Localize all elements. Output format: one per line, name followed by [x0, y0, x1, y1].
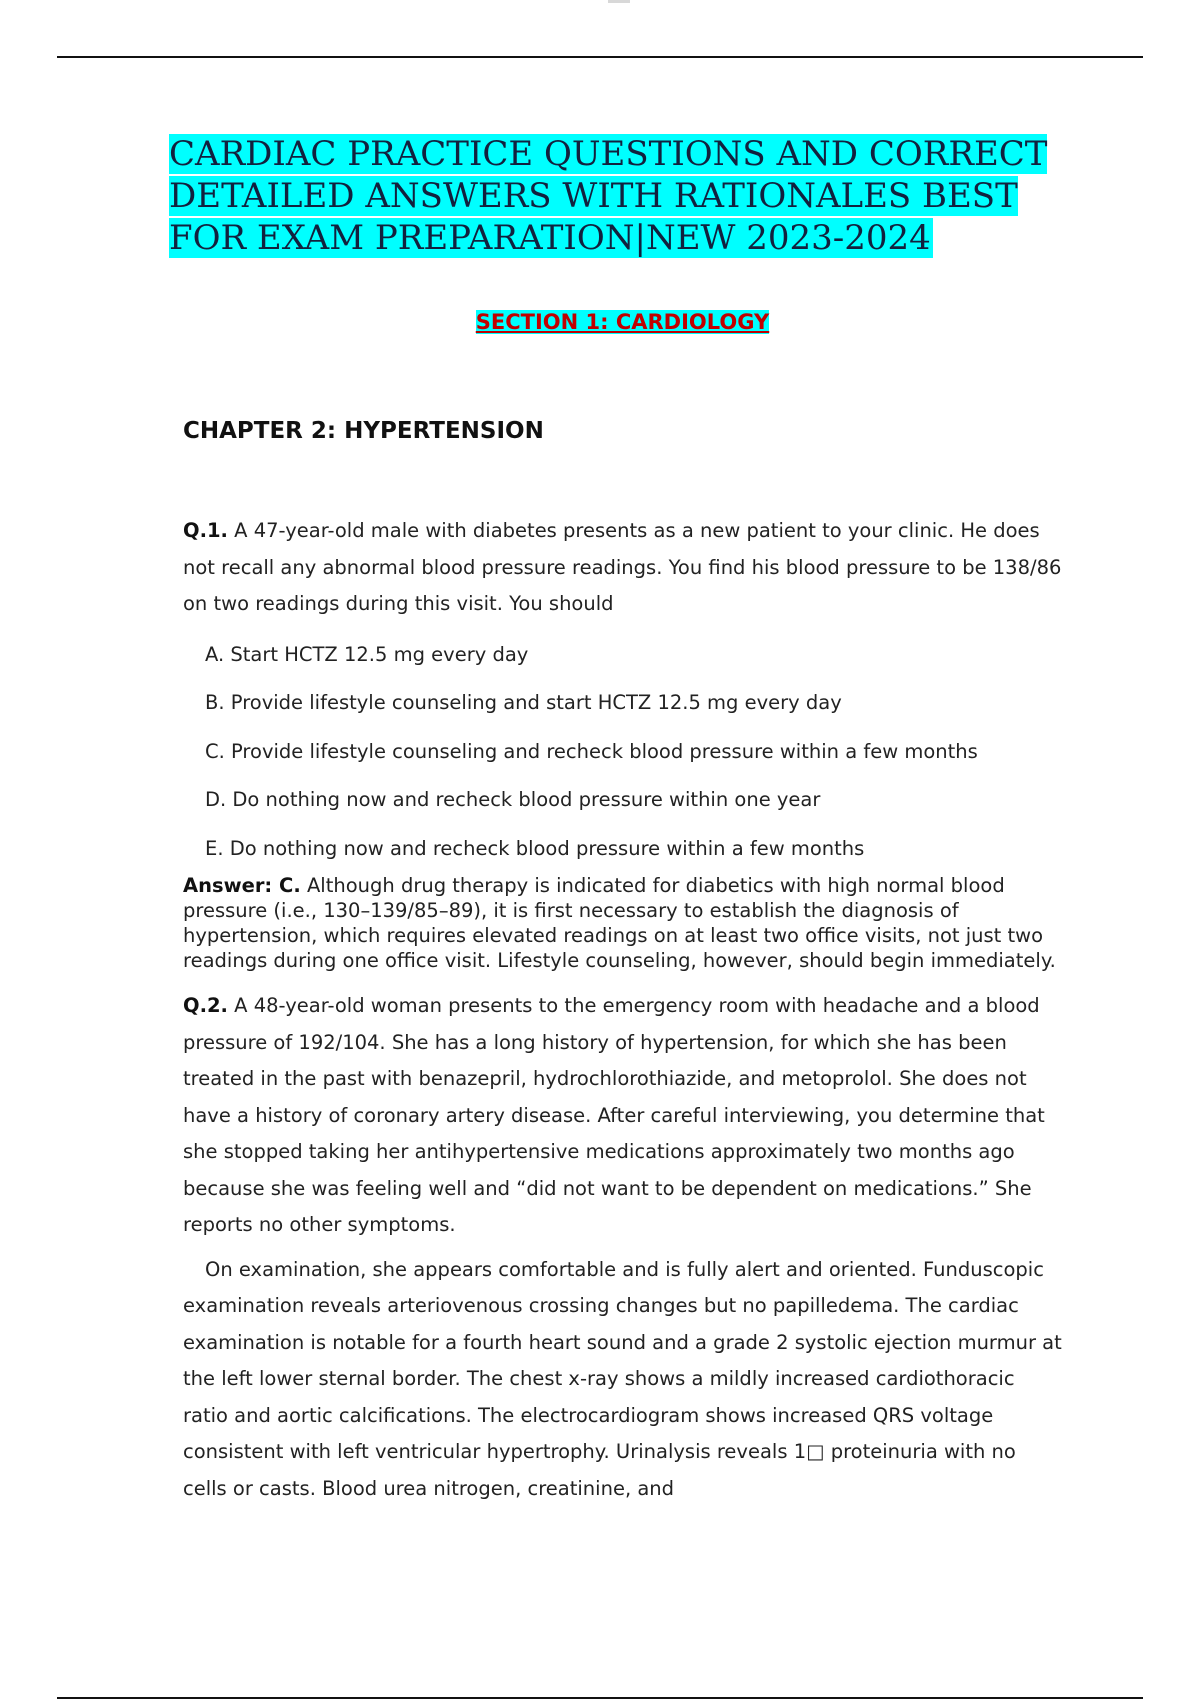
title-highlight: CARDIAC PRACTICE QUESTIONS AND CORRECT DETAILED ANSWERS WITH RATIONALES BEST FOR EXAM PREPARATION|NEW 2023-2024 — [169, 134, 1048, 258]
question-1 — [183, 513, 1063, 623]
header-rule — [57, 56, 1143, 58]
footer-rule — [57, 1697, 1143, 1699]
question-2-number: Q.2. — [183, 994, 228, 1017]
option-d: D. Do nothing now and recheck blood pressure within one year — [205, 788, 821, 811]
question-1-stem: A 47-year-old male with diabetes presents as a new patient to your clinic. He does not recall any abnormal blood pressure readings. You find his blood pressure to be 138/86 on two readings during this visit. You should — [183, 519, 1062, 615]
question-2-stem: A 48-year-old woman presents to the emergency room with headache and a blood pressure of 192/104. She has a long history of hypertension, for which she has been treated in the past with benazepril, hydrochlorothiazide, and metoprolol. She does not have a history of coronary artery disease. After careful interviewing, you determine that she stopped taking her antihypertensive medications approximately two months ago because she was feeling well and “did not want to be dependent on medications.” She reports no other symptoms. — [183, 994, 1045, 1236]
option-e: E. Do nothing now and recheck blood pressure within a few months — [205, 836, 865, 860]
option-a: A. Start HCTZ 12.5 mg every day — [205, 642, 529, 666]
question-2-exam-findings: On examination, she appears comfortable and is fully alert and oriented. Funduscopic examination reveals arteriovenous crossing changes but no papilledema. The cardiac examination is notable for a fourth heart sound and a grade 2 systolic ejection murmur at the left lower sternal border. The chest x-ray shows a mildly increased cardiothoracic ratio and aortic calcifications. The electrocardiogram shows increased QRS voltage consistent with left ventricular hypertrophy. Urinalysis reveals 1□ proteinuria with no cells or casts. Blood urea nitrogen, creatinine, and — [183, 1257, 1062, 1500]
question-1-number: Q.1. — [183, 519, 228, 542]
question-1-answer — [183, 873, 1063, 973]
answer-rationale: Although drug therapy is indicated for diabetics with high normal blood pressure (i.e., 130–139/85–89), it is first necessary to establish the diagnosis of hypertension, which requires elevated readings on at least two office visits, not just two readings during one office visit. Lifestyle counseling, however, should begin immediately. — [183, 874, 1056, 972]
section-heading — [0, 307, 1200, 337]
question-2 — [183, 988, 1063, 1244]
section-heading-text: SECTION 1: CARDIOLOGY — [475, 310, 770, 334]
document-body — [183, 513, 1063, 1507]
page-top-mark — [608, 0, 630, 3]
answer-label: Answer: C. — [183, 874, 301, 897]
option-c: C. Provide lifestyle counseling and recheck blood pressure within a few months — [205, 739, 978, 763]
chapter-heading: CHAPTER 2: HYPERTENSION — [183, 418, 544, 444]
document-title — [169, 133, 1049, 259]
option-b: B. Provide lifestyle counseling and start HCTZ 12.5 mg every day — [205, 691, 842, 714]
question-1-options — [183, 631, 1063, 874]
